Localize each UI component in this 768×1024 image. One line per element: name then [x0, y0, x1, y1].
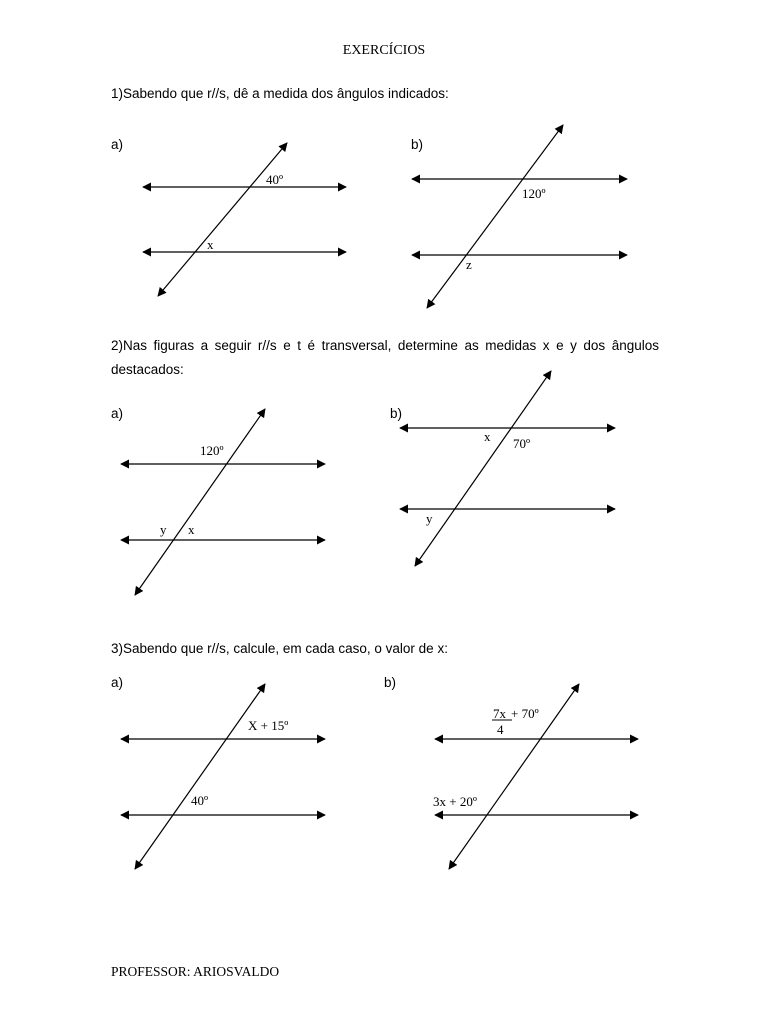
q1-a-angle-top: 40º	[266, 172, 284, 187]
footer-professor: PROFESSOR: ARIOSVALDO	[111, 964, 280, 979]
q1-a-label: a)	[111, 137, 124, 152]
page-title: EXERCÍCIOS	[342, 43, 426, 58]
q2-a-angle-top: 120º	[200, 443, 224, 458]
q2-a-angle-y: y	[160, 522, 167, 537]
q2-a-label: a)	[111, 406, 124, 421]
q2-b-angle-x: x	[484, 429, 491, 444]
figure-q2-b	[400, 371, 615, 566]
q3-b-angle-top-rest: + 70º	[511, 706, 539, 721]
transversal-line	[415, 371, 551, 566]
q3-b-angle-bottom: 3x + 20º	[433, 794, 477, 809]
q2-b-label: b)	[390, 406, 403, 421]
q1-b-label: b)	[411, 137, 424, 152]
figure-q1-b	[412, 125, 627, 308]
q3-a-label: a)	[111, 675, 124, 690]
figure-q1-a	[143, 143, 346, 296]
figure-q3-a	[121, 684, 325, 869]
q3-b-label: b)	[384, 675, 397, 690]
q3-b-angle-top-numerator: 7x	[493, 706, 506, 721]
q1-b-angle-bottom: z	[466, 257, 472, 272]
q2-a-angle-x: x	[188, 522, 195, 537]
q3-a-angle-bottom: 40º	[191, 793, 209, 808]
transversal-line	[135, 684, 265, 869]
transversal-line	[158, 143, 287, 296]
transversal-line	[135, 409, 265, 595]
question-1-text: 1)Sabendo que r//s, dê a medida dos ângulos indicados:	[111, 86, 449, 101]
q2-b-angle-y: y	[426, 511, 433, 526]
q3-b-angle-top-denominator: 4	[497, 722, 504, 737]
question-3-text: 3)Sabendo que r//s, calcule, em cada caso, o valor de x:	[111, 641, 448, 656]
question-2-text: 2)Nas figuras a seguir r//s e t é transversal, determine as medidas x e y dos ângulos destacados:	[111, 338, 659, 377]
q3-a-angle-top: X + 15º	[248, 718, 289, 733]
q1-a-angle-bottom: x	[207, 237, 214, 252]
q2-b-angle-70: 70º	[513, 436, 531, 451]
q1-b-angle-top: 120º	[522, 186, 546, 201]
transversal-line	[427, 125, 563, 308]
figure-q2-a	[121, 409, 325, 595]
